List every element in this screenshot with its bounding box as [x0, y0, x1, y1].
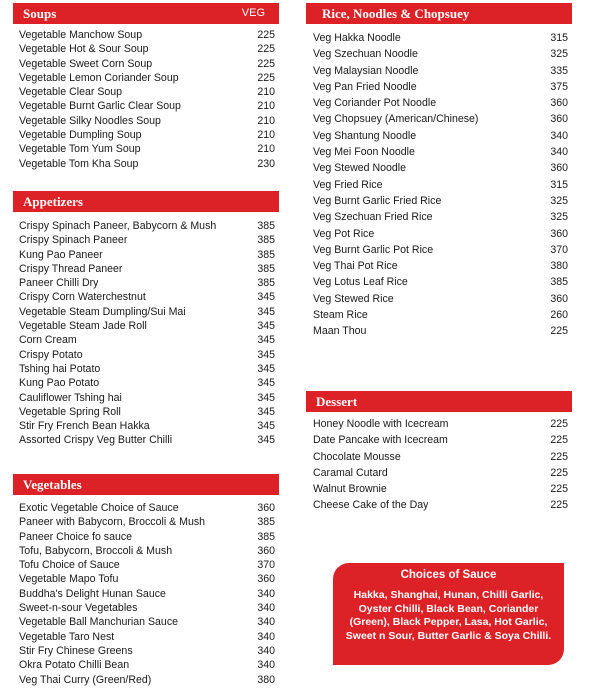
vegetables-list: [13, 501, 279, 687]
menu-item-price: 345: [257, 420, 275, 433]
menu-item: [19, 248, 275, 262]
menu-item-name: Sweet-n-sour Vegetables: [19, 602, 138, 615]
menu-item-name: Veg Szechuan Fried Rice: [313, 211, 433, 224]
menu-item: [313, 307, 568, 323]
menu-item-name: Stir Fry Chinese Greens: [19, 644, 133, 657]
menu-item-price: 225: [550, 483, 568, 496]
menu-item: [313, 242, 568, 258]
menu-item: [19, 405, 275, 419]
menu-item-name: Paneer Chilli Dry: [19, 277, 99, 290]
menu-item-price: 225: [550, 325, 568, 338]
menu-item: [19, 376, 275, 390]
menu-item-price: 385: [257, 248, 275, 261]
menu-item-price: 325: [550, 211, 568, 224]
appetizers-header: [13, 191, 279, 212]
menu-item-price: 345: [257, 320, 275, 333]
menu-item-price: 385: [257, 277, 275, 290]
menu-item-name: Crispy Thread Paneer: [19, 262, 123, 275]
menu-item-name: Vegetable Burnt Garlic Clear Soup: [19, 100, 181, 113]
menu-item: [19, 233, 275, 247]
menu-item-price: 225: [257, 71, 275, 84]
menu-item-name: Exotic Vegetable Choice of Sauce: [19, 502, 179, 514]
menu-item-name: Vegetable Hot & Sour Soup: [19, 43, 149, 56]
menu-item: [313, 79, 568, 95]
menu-item-price: 345: [257, 405, 275, 418]
menu-item-name: Veg Mei Foon Noodle: [313, 146, 415, 159]
menu-item: [19, 419, 275, 433]
menu-item-name: Veg Burnt Garlic Fried Rice: [313, 194, 442, 207]
rice-noodles-list: [306, 30, 572, 340]
menu-item: [19, 276, 275, 290]
vegetables-title: Vegetables: [23, 477, 82, 492]
rice-noodles-section: [306, 3, 572, 340]
menu-item: [313, 30, 568, 46]
menu-item-price: 225: [550, 499, 568, 512]
menu-item-price: 385: [257, 220, 275, 232]
menu-item: [19, 601, 275, 615]
menu-item-price: 325: [550, 194, 568, 207]
menu-item: [313, 111, 568, 127]
menu-item-name: Cauliflower Tshing hai: [19, 391, 122, 404]
menu-item-name: Vegetable Taro Nest: [19, 630, 115, 643]
menu-item-name: Vegetable Sweet Corn Soup: [19, 57, 153, 70]
menu-item-name: Walnut Brownie: [313, 483, 387, 496]
menu-item-name: Caramal Cutard: [313, 466, 388, 479]
vegetables-header: [13, 474, 279, 495]
menu-item: [19, 333, 275, 347]
menu-item-name: Tshing hai Potato: [19, 362, 101, 375]
menu-item: [19, 515, 275, 529]
rice-noodles-header: [306, 3, 572, 24]
menu-item-name: Veg Stewed Noodle: [313, 162, 407, 175]
menu-item: [19, 28, 275, 42]
menu-item-price: 345: [257, 348, 275, 361]
dessert-header: [306, 391, 572, 412]
menu-item-price: 225: [257, 57, 275, 70]
menu-item-price: 340: [257, 616, 275, 629]
menu-item-price: 345: [257, 391, 275, 404]
menu-item-name: Maan Thou: [313, 325, 367, 338]
rice-noodles-title: Rice, Noodles & Chopsuey: [322, 6, 470, 21]
menu-item-price: 340: [257, 644, 275, 657]
menu-item-name: Veg Pot Rice: [313, 227, 375, 240]
sauce-choices-title: Choices of Sauce: [400, 569, 497, 581]
menu-item-name: Honey Noodle with Icecream: [313, 418, 449, 430]
menu-item: [19, 673, 275, 687]
menu-item: [19, 71, 275, 85]
menu-item: [313, 63, 568, 79]
veg-label: VEG: [241, 7, 265, 19]
menu-item: [313, 432, 568, 448]
menu-item-name: Steam Rice: [313, 309, 368, 322]
sauce-choices-box: [333, 563, 564, 665]
menu-item-name: Paneer Choice fo sauce: [19, 530, 133, 543]
menu-item-price: 370: [257, 559, 275, 572]
dessert-section: [306, 391, 572, 514]
menu-item-price: 210: [257, 86, 275, 99]
menu-item-name: Date Pancake with Icecream: [313, 434, 448, 447]
menu-item: [19, 319, 275, 333]
menu-item-price: 380: [550, 260, 568, 273]
menu-item-price: 345: [257, 362, 275, 375]
menu-item: [19, 142, 275, 156]
menu-item-name: Veg Coriander Pot Noodle: [313, 97, 437, 110]
menu-item: [19, 433, 275, 447]
menu-item-price: 345: [257, 334, 275, 347]
menu-item: [19, 348, 275, 362]
menu-item: [313, 274, 568, 290]
menu-item: [19, 157, 275, 171]
menu-item: [313, 144, 568, 160]
menu-item-name: Veg Thai Curry (Green/Red): [19, 673, 152, 686]
menu-item-name: Veg Lotus Leaf Rice: [313, 276, 408, 289]
vegetables-section: [13, 474, 279, 687]
menu-item-price: 345: [257, 305, 275, 318]
menu-item-name: Crispy Spinach Paneer: [19, 234, 128, 247]
menu-item-price: 340: [257, 587, 275, 600]
menu-item-price: 385: [550, 276, 568, 289]
menu-item-price: 360: [257, 573, 275, 586]
menu-item-name: Assorted Crispy Veg Butter Chilli: [19, 434, 173, 447]
menu-item-price: 360: [550, 292, 568, 305]
menu-item-name: Stir Fry French Bean Hakka: [19, 420, 150, 433]
menu-item-name: Cheese Cake of the Day: [313, 499, 429, 512]
menu-item: [19, 558, 275, 572]
menu-item-name: Vegetable Tom Kha Soup: [19, 157, 139, 170]
soups-list: [13, 28, 279, 171]
menu-item: [19, 219, 275, 233]
menu-item-price: 230: [257, 157, 275, 170]
menu-item: [19, 262, 275, 276]
menu-item-price: 210: [257, 143, 275, 156]
menu-item: [19, 501, 275, 515]
soups-title: Soups: [23, 6, 57, 21]
menu-item-price: 260: [550, 309, 568, 322]
menu-item-name: Chocolate Mousse: [313, 450, 401, 463]
menu-item-name: Veg Thai Pot Rice: [313, 260, 398, 273]
menu-item: [313, 465, 568, 481]
menu-item-price: 380: [257, 673, 275, 686]
menu-item: [19, 530, 275, 544]
menu-item: [19, 305, 275, 319]
menu-item: [313, 193, 568, 209]
menu-item-price: 360: [550, 113, 568, 126]
menu-item-name: Vegetable Steam Jade Roll: [19, 320, 147, 333]
menu-item: [313, 497, 568, 513]
menu-item: [19, 630, 275, 644]
menu-item: [19, 114, 275, 128]
menu-item-name: Okra Potato Chilli Bean: [19, 659, 130, 672]
menu-item: [19, 128, 275, 142]
menu-item-price: 345: [257, 291, 275, 304]
menu-item-price: 210: [257, 100, 275, 113]
menu-item-price: 210: [257, 114, 275, 127]
menu-item: [313, 160, 568, 176]
menu-item: [19, 658, 275, 672]
menu-item-price: 340: [550, 146, 568, 159]
soups-header: [13, 3, 279, 24]
menu-item: [313, 209, 568, 225]
menu-item-price: 370: [550, 243, 568, 256]
menu-item-name: Crispy Potato: [19, 348, 83, 361]
menu-item-price: 385: [257, 262, 275, 275]
menu-item-price: 210: [257, 129, 275, 142]
menu-item-name: Vegetable Lemon Coriander Soup: [19, 71, 179, 84]
menu-item: [313, 416, 568, 432]
menu-item-price: 345: [257, 434, 275, 447]
menu-item-price: 360: [257, 544, 275, 557]
menu-item-price: 385: [257, 234, 275, 247]
menu-item: [19, 572, 275, 586]
menu-item-name: Vegetable Steam Dumpling/Sui Mai: [19, 305, 186, 318]
menu-item-price: 225: [257, 43, 275, 56]
menu-item-price: 225: [550, 418, 568, 430]
menu-item-name: Veg Fried Rice: [313, 178, 383, 191]
menu-item-price: 225: [257, 29, 275, 41]
menu-item-name: Buddha's Delight Hunan Sauce: [19, 587, 166, 600]
menu-item-name: Tofu Choice of Sauce: [19, 559, 120, 572]
menu-item-price: 340: [257, 602, 275, 615]
menu-item-name: Vegetable Mapo Tofu: [19, 573, 119, 586]
menu-item-price: 360: [550, 162, 568, 175]
menu-item-name: Crispy Corn Waterchestnut: [19, 291, 146, 304]
menu-item-price: 225: [550, 466, 568, 479]
menu-item-price: 360: [550, 227, 568, 240]
menu-item-name: Vegetable Clear Soup: [19, 86, 123, 99]
menu-item: [19, 615, 275, 629]
dessert-title: Dessert: [316, 394, 358, 409]
menu-item: [19, 362, 275, 376]
menu-item: [313, 291, 568, 307]
menu-item-name: Veg Shantung Noodle: [313, 129, 417, 142]
menu-item-name: Vegetable Tom Yum Soup: [19, 143, 141, 156]
menu-item: [19, 85, 275, 99]
soups-section: [13, 3, 279, 171]
appetizers-title: Appetizers: [23, 194, 83, 209]
menu-item-name: Veg Pan Fried Noodle: [313, 80, 417, 93]
menu-item-price: 360: [257, 502, 275, 514]
menu-item: [313, 258, 568, 274]
menu-item-name: Vegetable Ball Manchurian Sauce: [19, 616, 179, 629]
menu-item-price: 225: [550, 434, 568, 447]
menu-item-price: 340: [550, 129, 568, 142]
dessert-list: [306, 416, 572, 514]
menu-item: [19, 391, 275, 405]
menu-item-price: 335: [550, 64, 568, 77]
menu-item-name: Veg Hakka Noodle: [313, 32, 401, 44]
appetizers-list: [13, 219, 279, 448]
menu-item-name: Crispy Spinach Paneer, Babycorn & Mush: [19, 220, 217, 232]
menu-item-name: Veg Malaysian Noodle: [313, 64, 419, 77]
menu-item: [19, 544, 275, 558]
menu-item-name: Veg Szechuan Noodle: [313, 48, 418, 61]
menu-item: [19, 290, 275, 304]
menu-item: [313, 226, 568, 242]
menu-item-name: Veg Chopsuey (American/Chinese): [313, 113, 479, 126]
menu-item-price: 360: [550, 97, 568, 110]
menu-item-price: 340: [257, 659, 275, 672]
menu-item: [313, 46, 568, 62]
menu-item: [19, 99, 275, 113]
menu-item: [19, 57, 275, 71]
appetizers-section: [13, 191, 279, 448]
menu-item-name: Corn Cream: [19, 334, 77, 347]
menu-item-name: Tofu, Babycorn, Broccoli & Mush: [19, 544, 173, 557]
menu-item-name: Paneer with Babycorn, Broccoli & Mush: [19, 516, 206, 529]
menu-item-price: 385: [257, 516, 275, 529]
menu-item: [313, 177, 568, 193]
menu-item: [313, 449, 568, 465]
menu-item-price: 315: [550, 178, 568, 191]
menu-item-name: Vegetable Spring Roll: [19, 405, 121, 418]
menu-item-price: 345: [257, 377, 275, 390]
menu-item-price: 325: [550, 48, 568, 61]
menu-item-name: Kung Pao Paneer: [19, 248, 103, 261]
menu-item: [19, 42, 275, 56]
menu-item-name: Vegetable Manchow Soup: [19, 29, 143, 41]
menu-item: [313, 323, 568, 339]
menu-item: [19, 587, 275, 601]
menu-item-price: 385: [257, 530, 275, 543]
menu-item: [313, 128, 568, 144]
menu-item-price: 375: [550, 80, 568, 93]
menu-item-price: 225: [550, 450, 568, 463]
menu-item: [19, 644, 275, 658]
menu-item-price: 340: [257, 630, 275, 643]
menu-item-price: 315: [550, 32, 568, 44]
menu-item: [313, 481, 568, 497]
menu-item-name: Vegetable Silky Noodles Soup: [19, 114, 161, 127]
menu-item-name: Vegetable Dumpling Soup: [19, 129, 142, 142]
sauce-choices-list: Hakka, Shanghai, Hunan, Chilli Garlic, Oyster Chilli, Black Bean, Coriander (Green), Black Pepper, Lasa, Hot Garlic, Sweet n Sour, Butter Garlic & Soya Chilli.: [345, 589, 552, 642]
menu-item-name: Veg Stewed Rice: [313, 292, 394, 305]
menu-item: [313, 95, 568, 111]
menu-item-name: Kung Pao Potato: [19, 377, 100, 390]
menu-item-name: Veg Burnt Garlic Pot Rice: [313, 243, 434, 256]
